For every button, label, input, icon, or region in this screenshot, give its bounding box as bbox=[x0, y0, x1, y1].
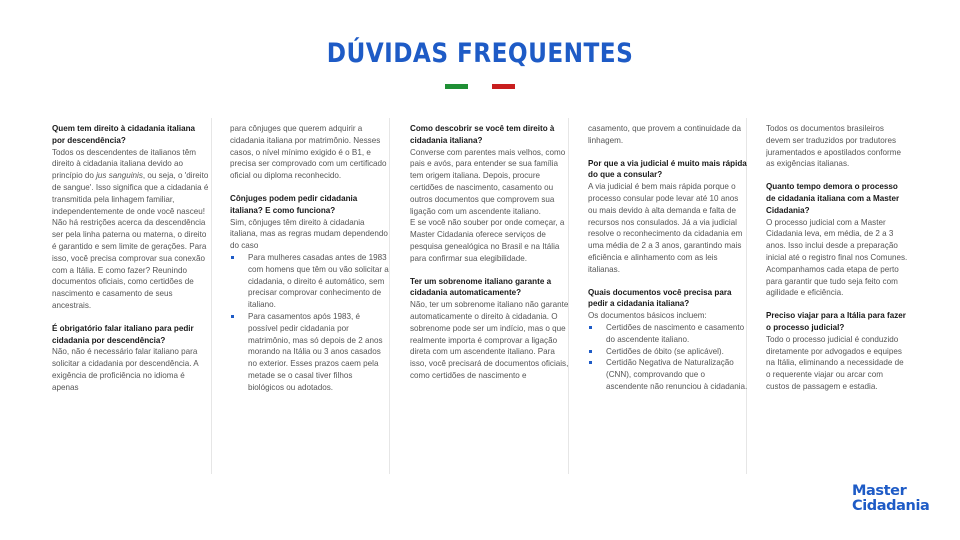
logo-line: Cidadania bbox=[852, 498, 930, 514]
faq-answer: Todo o processo judicial é conduzido diretamente por advogados e equipes na Itália, eliminando a necessidade de o requerente viajar ou arcar com custos de passagem e estadia. bbox=[766, 334, 904, 391]
faq-question: Preciso viajar para a Itália para fazer o processo judicial? bbox=[766, 311, 906, 332]
faq-answer: E se você não souber por onde começar, a Master Cidadania oferece serviços de pesquisa genealógica no Brasil e na Itália para confirmar sua elegibilidade. bbox=[410, 218, 565, 263]
faq-column-3 bbox=[410, 123, 570, 473]
faq-column-1 bbox=[52, 123, 210, 473]
flag-bar-green bbox=[445, 84, 468, 89]
faq-answer: A via judicial é bem mais rápida porque o processo consular pode levar até 10 anos ou mais devido à alta demanda e falta de recursos nos consulados. Já a via judicial resolve o reconhecimento da cidadania em uma média de 2 a 3 anos, garantindo mais eficiência e alinhamento com as leis italianas. bbox=[588, 182, 743, 274]
master-cidadania-logo bbox=[852, 484, 929, 514]
list-item: Certidão Negativa de Naturalização (CNN), comprovando que o ascendente não renunciou à cidadania. bbox=[588, 357, 748, 392]
faq-question: Cônjuges podem pedir cidadania italiana? E como funciona? bbox=[230, 193, 358, 215]
faq-question: Quanto tempo demora o processo de cidadania italiana com a Master Cidadania? bbox=[766, 182, 900, 215]
bullet-list bbox=[230, 252, 390, 394]
faq-column-2 bbox=[230, 123, 390, 473]
faq-question: Quem tem direito à cidadania italiana por descendência? bbox=[52, 124, 196, 145]
faq-answer: Os documentos básicos incluem: bbox=[588, 311, 707, 321]
bullet-list bbox=[588, 322, 748, 393]
faq-answer: Converse com parentes mais velhos, como pais e avós, para entender se sua família tem origem italiana. Depois, procure certidões de nascimento, casamento ou outros documentos que comprovem sua ligação com um ascendente italiano. bbox=[410, 147, 566, 216]
page-title: DÚVIDAS FREQUENTES bbox=[326, 38, 634, 69]
faq-answer: O processo judicial com a Master Cidadania leva, em média, de 2 a 3 anos. Isso inclui desde a preparação inicial até o registro final nos Comunes. Acompanhamos cada etapa de perto para garantir que tudo seja feito com agilidade e eficiência. bbox=[766, 217, 908, 298]
list-item: Certidões de nascimento e casamento do ascendente italiano. bbox=[588, 322, 748, 346]
faq-column-5 bbox=[766, 123, 908, 473]
faq-question: É obrigatório falar italiano para pedir cidadania por descendência? bbox=[52, 323, 194, 345]
faq-question: Como descobrir se você tem direito à cidadania italiana? bbox=[410, 124, 555, 145]
faq-answer: Não, ter um sobrenome italiano não garante automaticamente o direito à cidadania. O sobrenome pode ser um indício, mas o que realmente importa é comprovar a ligação direta com um ascendente italiano. Para isso, você precisará de documentos oficiais, como certidões de nascimento e bbox=[410, 300, 569, 380]
faq-question: Por que a via judicial é muito mais rápida do que a consular? bbox=[588, 158, 747, 180]
list-item: Para casamentos após 1983, é possível pedir cidadania por matrimônio, mas só depois de 2 anos morando na Itália ou 3 anos casados no exterior. Esses prazos caem pela metade se o casal tiver filhos biológicos ou adotados. bbox=[230, 311, 390, 394]
faq-answer-continued: casamento, que provem a continuidade da linhagem. bbox=[588, 124, 741, 145]
faq-question: Ter um sobrenome italiano garante a cidadania automaticamente? bbox=[410, 276, 552, 298]
flag-bar-red bbox=[492, 84, 515, 89]
faq-column-4 bbox=[588, 123, 748, 473]
faq-answer: Não, não é necessário falar italiano para solicitar a cidadania por descendência. A exigência de proficiência no idioma é apenas bbox=[52, 347, 199, 392]
list-item: Para mulheres casadas antes de 1983 com homens que têm ou vão solicitar a cidadania, o direito é automático, sem precisar comprovar conhecimento de italiano. bbox=[230, 252, 390, 311]
faq-question: Quais documentos você precisa para pedir a cidadania italiana? bbox=[588, 287, 732, 309]
faq-answer: Sim, cônjuges têm direito à cidadania italiana, mas as regras mudam dependendo do caso bbox=[230, 217, 388, 251]
faq-answer-continued: Todos os documentos brasileiros devem ser traduzidos por tradutores juramentados e apostilados conforme as exigências italianas. bbox=[766, 124, 901, 169]
column-divider bbox=[211, 118, 212, 474]
logo-line: Master bbox=[852, 483, 907, 499]
faq-answer: Todos os descendentes de italianos têm direito à cidadania italiana devido ao princípio do jus sanguinis, ou seja, o 'direito de sangue'. Isso significa que a cidadania é transmitida pela linhagem familiar, independentemente de onde você nasceu! Não há restrições acerca da descendência ser pela linha paterna ou materna, o direito é garantido e sem limite de gerações. Para isso, você precisa comprovar sua conexão com a Itália. E como fazer? Reunindo documentos oficiais, como certidões de nascimento e casamento de seus ancestrais. bbox=[52, 147, 209, 310]
faq-answer-continued: para cônjuges que querem adquirir a cidadania italiana por matrimônio. Nesses casos, o nível mínimo exigido é o B1, e precisa ser comprovado com um certificado oficial ou diploma reconhecido. bbox=[230, 124, 387, 181]
list-item: Certidões de óbito (se aplicável). bbox=[588, 346, 748, 358]
